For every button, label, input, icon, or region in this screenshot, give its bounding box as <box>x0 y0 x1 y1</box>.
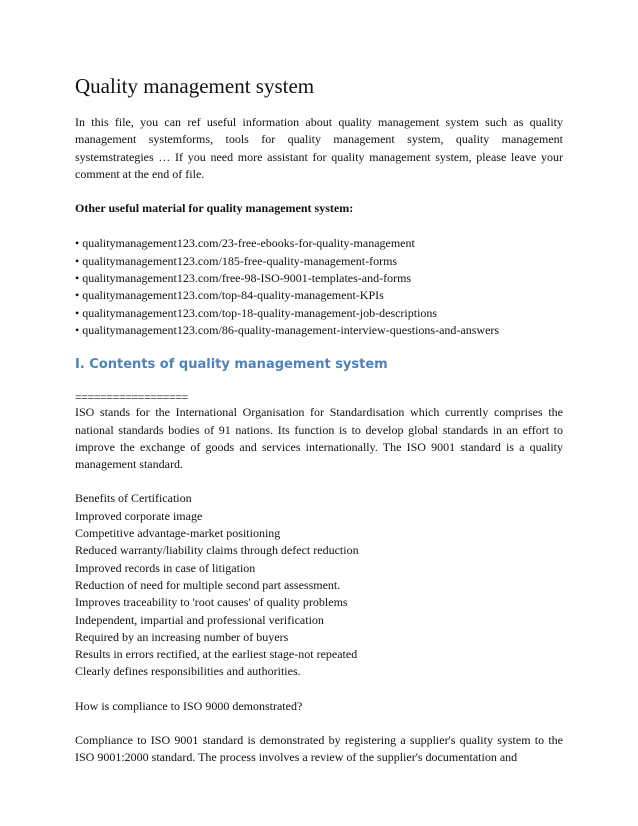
list-item: Required by an increasing number of buyers <box>75 629 289 644</box>
list-item: Independent, impartial and professional verification <box>75 612 324 627</box>
list-item: • qualitymanagement123.com/free-98-ISO-9001-templates-and-forms <box>75 271 412 286</box>
benefits-list <box>75 490 563 680</box>
link-list <box>75 235 563 339</box>
list-item: Competitive advantage-market positioning <box>75 526 281 541</box>
list-item: • qualitymanagement123.com/185-free-quality-management-forms <box>75 253 398 268</box>
list-item: Clearly defines responsibilities and authorities. <box>75 664 301 679</box>
document-page <box>75 72 563 767</box>
other-material-heading: Other useful material for quality management system: <box>75 201 354 216</box>
document-title: Quality management system <box>75 74 315 98</box>
list-item: • qualitymanagement123.com/23-free-ebooks-for-quality-management <box>75 236 415 251</box>
list-item: Improved corporate image <box>75 508 203 523</box>
separator-rule: ================== <box>75 390 188 405</box>
compliance-paragraph: Compliance to ISO 9001 standard is demonstrated by registering a supplier's quality system to the ISO 9001:2000 standard. The process involves a review of the supplier's documentation and <box>75 733 563 765</box>
compliance-question: How is compliance to ISO 9000 demonstrated? <box>75 698 303 713</box>
list-item: • qualitymanagement123.com/top-84-quality-management-KPIs <box>75 288 384 303</box>
intro-paragraph: In this file, you can ref useful information about quality management system such as quality management systemforms, tools for quality management system, quality management systemstrategies … If you need more assistant for quality management system, please leave your comment at the end of file. <box>75 115 563 181</box>
list-item: Reduced warranty/liability claims through defect reduction <box>75 543 359 558</box>
list-item: Improved records in case of litigation <box>75 560 256 575</box>
list-item: Reduction of need for multiple second part assessment. <box>75 577 341 592</box>
list-item: Results in errors rectified, at the earliest stage-not repeated <box>75 647 358 662</box>
list-item: Benefits of Certification <box>75 491 192 506</box>
list-item: • qualitymanagement123.com/86-quality-management-interview-questions-and-answers <box>75 322 500 337</box>
iso-paragraph: ISO stands for the International Organisation for Standardisation which currently comprises the national standards bodies of 91 nations. Its function is to develop global standards in an effort to improve the exchange of goods and services internationally. The ISO 9001 standard is a quality management standard. <box>75 405 563 472</box>
list-item: Improves traceability to 'root causes' of quality problems <box>75 595 348 610</box>
list-item: • qualitymanagement123.com/top-18-quality-management-job-descriptions <box>75 305 438 320</box>
section-heading: I. Contents of quality management system <box>75 357 388 373</box>
